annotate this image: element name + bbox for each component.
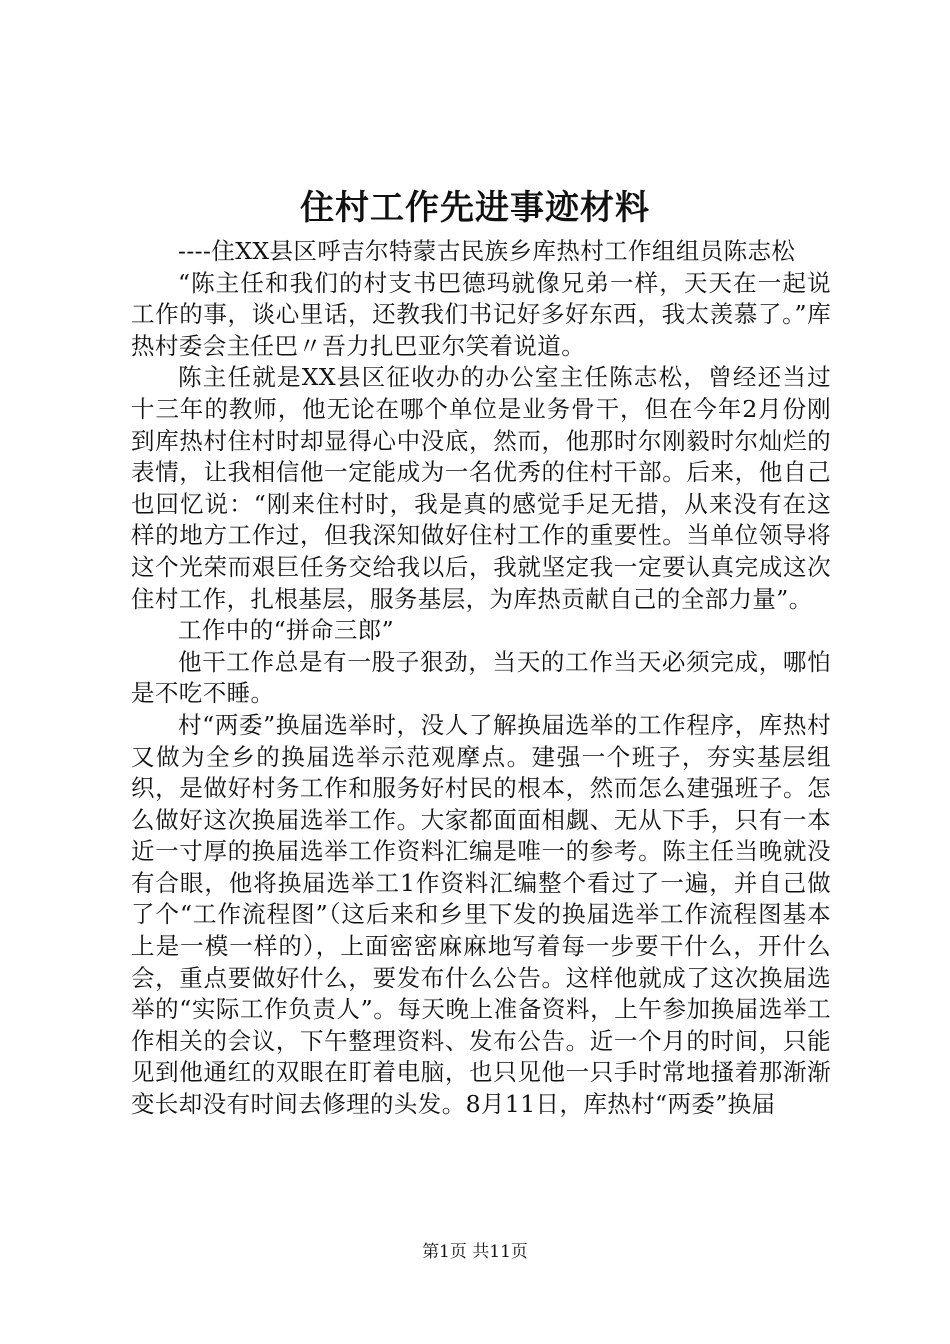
document-body xyxy=(131,236,831,1121)
paragraph-3: 他干工作总是有一股子狠劲，当天的工作当天必须完成，哪怕是不吃不睡。 xyxy=(131,647,831,708)
paragraph-2: 陈主任就是XX县区征收办的办公室主任陈志松，曾经还当过十三年的教师，他无论在哪个单位是业务骨干，但在今年2月份刚到库热村住村时却显得心中没底，然而，他那时尔刚毅时尔灿烂的表情，让我相信他一定能成为一名优秀的住村干部。后来，他自己也回忆说：“刚来住村时，我是真的感觉手足无措，从来没有在这样的地方工作过，但我深知做好住村工作的重要性。当单位领导将这个光荣而艰巨任务交给我以后，我就坚定我一定要认真完成这次住村工作，扎根基层，服务基层，为库热贡献自己的全部力量”。 xyxy=(131,363,831,613)
paragraph-4: 村“两委”换届选举时，没人了解换届选举的工作程序，库热村又做为全乡的换届选举示范观摩点。建强一个班子，夯实基层组织，是做好村务工作和服务好村民的根本，然而怎么建强班子。怎么做好这次换届选举工作。大家都面面相觑、无从下手，只有一本近一寸厚的换届选举工作资料汇编是唯一的参考。陈主任当晚就没有合眼，他将换届选举工1作资料汇编整个看过了一遍，并自己做了个“工作流程图”（这后来和乡里下发的换届选举工作流程图基本上是一模一样的），上面密密麻麻地写着每一步要干什么，开什么会，重点要做好什么，要发布什么公告。这样他就成了这次换届选举的“实际工作负责人”。每天晚上准备资料，上午参加换届选举工作相关的会议，下午整理资料、发布公告。近一个月的时间，只能见到他通红的双眼在盯着电脑，也只见他一只手时常地搔着那渐渐变长却没有时间去修理的头发。8月11日，库热村“两委”换届 xyxy=(131,710,831,1119)
page-number-footer: 第1页 共11页 xyxy=(422,1242,528,1262)
paragraph-1: “陈主任和我们的村支书巴德玛就像兄弟一样，天天在一起说工作的事，谈心里话，还教我们书记好多好东西，我太羡慕了。”库热村委会主任巴〃吾力扎巴亚尔笑着说道。 xyxy=(131,268,831,360)
document-subtitle: ----住XX县区呼吉尔特蒙古民族乡库热村工作组组员陈志松 xyxy=(178,237,796,265)
section-heading: 工作中的“拼命三郎” xyxy=(178,616,395,645)
document-title: 住村工作先进事迹材料 xyxy=(300,188,650,228)
